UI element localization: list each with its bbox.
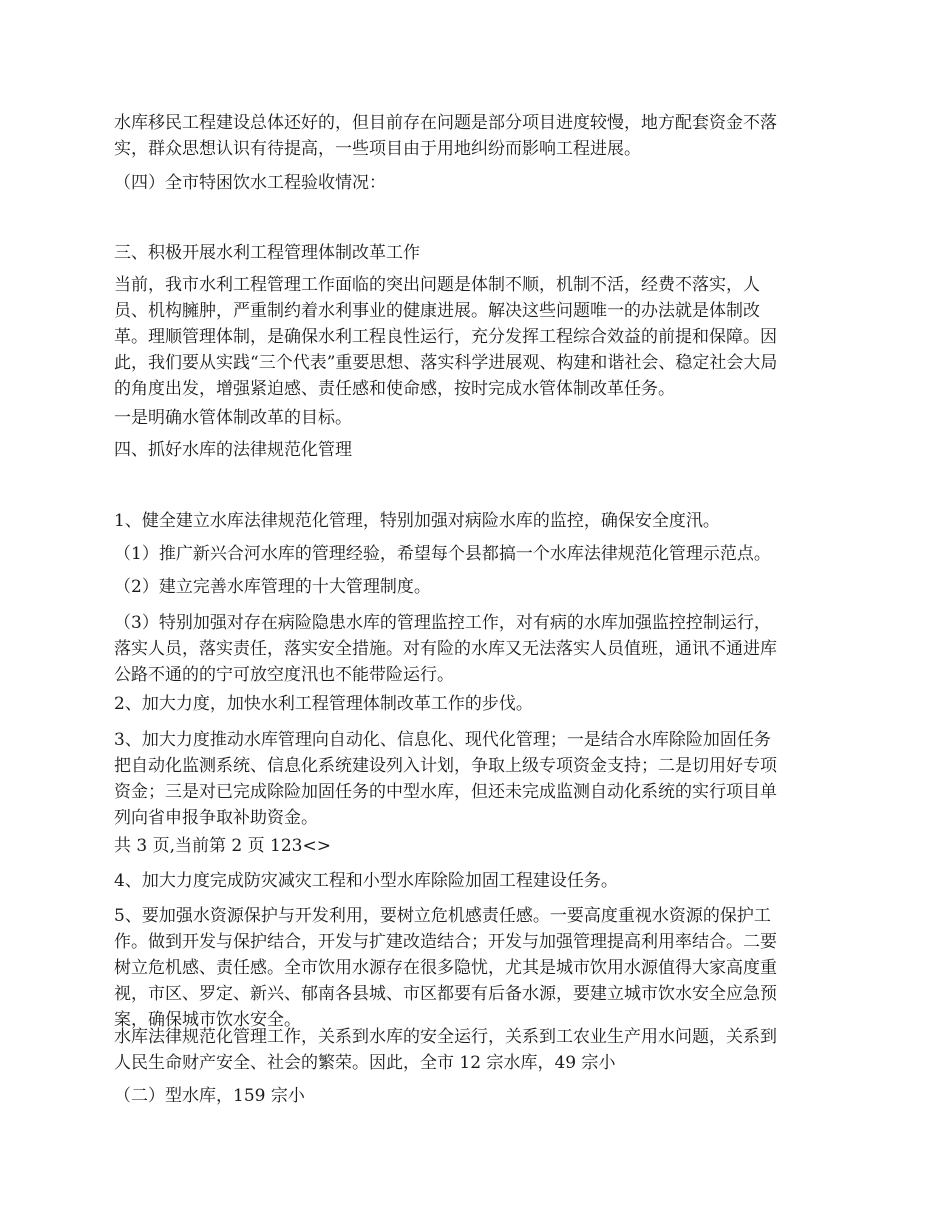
list-item-3: 3、加大力度推动水库管理向自动化、信息化、现代化管理；一是结合水库除险加固任务 把自动化监测系统、信息化系统建设列入计划，争取上级专项资金支持；二是切用好专项 资金；三是对已完成除险加固任务的中型水库，但还未完成监测自动化系统的实行项目单 列向省申报争取补助资金。 [114,730,777,828]
list-item-1-1: （1）推广新兴合河水库的管理经验，希望每个县都搞一个水库法律规范化管理示范点。 [114,544,771,564]
subheading-drinking-water: （四）全市特困饮水工程验收情况： [114,173,386,193]
list-item-1-3: （3）特别加强对存在病险隐患水库的管理监控工作，对有病的水库加强监控控制运行， 落实人员，落实责任，落实安全措施。对有险的水库又无法落实人员值班，通讯不通进库 公路不通的的宁可放空度汛也不能带险运行。 [114,613,777,685]
list-item-2: 2、加大力度，加快水利工程管理体制改革工作的步伐。 [114,694,533,714]
paragraph-resettlement: 水库移民工程建设总体还好的，但目前存在问题是部分项目进度较慢，地方配套资金不落 实，群众思想认识有待提高，一些项目由于用地纠纷而影响工程进展。 [114,113,777,159]
section-heading-3: 三、积极开展水利工程管理体制改革工作 [114,243,420,263]
paragraph-fragment: （二）型水库，159 宗小 [114,1086,305,1106]
list-item-1-2: （2）建立完善水库管理的十大管理制度。 [114,577,431,597]
list-item-5: 5、要加强水资源保护与开发利用，要树立危机感责任感。一要高度重视水资源的保护工 作。做到开发与保护结合，开发与扩建改造结合；开发与加强管理提高利用率结合。二要 树立危机感、责任感。全市饮用水源存在很多隐忧，尤其是城市饮用水源值得大家高度重 视，市区、罗定、新兴、郁南各县城、市区都要有后备水源，要建立城市饮水安全应急预 案，确保城市饮水安全。 [114,906,777,1030]
list-item-1: 1、健全建立水库法律规范化管理，特别加强对病险水库的监控，确保安全度汛。 [114,511,720,531]
paragraph-goal: 一是明确水管体制改革的目标。 [114,408,352,428]
pagination-text: 共 3 页,当前第 2 页 123<> [114,836,331,856]
paragraph-conclusion: 水库法律规范化管理工作，关系到水库的安全运行，关系到工农业生产用水问题，关系到 人民生命财产安全、社会的繁荣。因此，全市 12 宗水库，49 宗小 [114,1027,777,1073]
section-heading-4: 四、抓好水库的法律规范化管理 [114,440,352,460]
paragraph-reform: 当前，我市水利工程管理工作面临的突出问题是体制不顺，机制不活，经费不落实，人 员、机构臃肿，严重制约着水利事业的健康进展。解决这些问题唯一的办法就是体制改 革。理顺管理体制，是确保水利工程良性运行，充分发挥工程综合效益的前提和保障。因 此，我们要从实践“三个代表”重要思想、落实科学进展观、构建和谐社会、稳定社会大局 的角度出发，增强紧迫感、责任感和使命感，按时完成水管体制改革任务。 [114,275,778,399]
list-item-4: 4、加大力度完成防灾减灾工程和小型水库除险加固工程建设任务。 [114,871,618,891]
